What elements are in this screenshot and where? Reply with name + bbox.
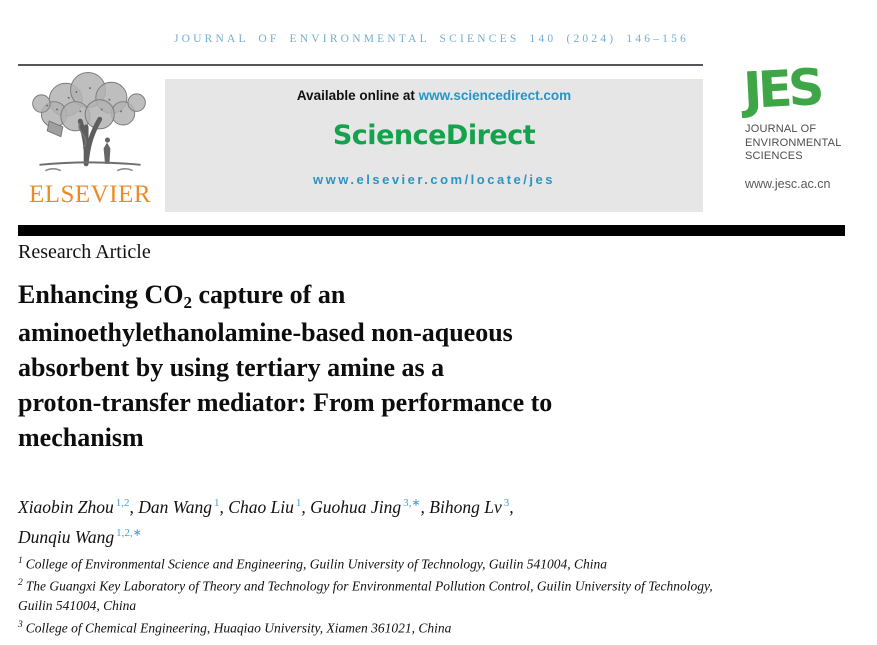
author-name: Guohua Jing <box>310 496 402 517</box>
title-line-4: proton-transfer mediator: From performance to <box>18 388 553 417</box>
affiliation <box>18 552 723 574</box>
author: Dan Wang $^1$, <box>138 496 229 517</box>
elsevier-locate-jes-link[interactable]: www.elsevier.com/locate/jes <box>313 172 555 187</box>
author: Bihong Lv $^3$, <box>429 496 514 517</box>
author-name: Chao Liu <box>228 496 294 517</box>
affiliation-list <box>18 552 723 638</box>
article-type-label: Research Article <box>18 241 151 263</box>
author-affil-marker: 3,∗ <box>403 497 421 509</box>
available-online-line <box>165 88 703 103</box>
title-line-3: absorbent by using tertiary amine as a <box>18 353 445 382</box>
affiliation <box>18 574 723 616</box>
author-list <box>18 490 708 550</box>
jes-wordmark: JES <box>742 58 822 120</box>
author-affil-marker: 1,2,∗ <box>116 526 142 539</box>
author-affil-marker: 1,2 <box>115 497 130 509</box>
author: Chao Liu $^1$, <box>228 496 311 517</box>
section-divider-bar <box>18 225 845 236</box>
jes-journal-name-line1: JOURNAL OF <box>745 123 817 135</box>
affiliation-marker: 3 <box>18 619 23 630</box>
title-line-2: aminoethylethanolamine-based non-aqueous <box>18 318 513 347</box>
affiliation-text: College of Chemical Engineering, Huaqiao University, Xiamen 361021, China <box>25 620 452 635</box>
header-rule <box>18 64 703 66</box>
affiliation-marker: 2 <box>18 578 23 588</box>
author <box>18 527 142 547</box>
affiliation-marker: 1 <box>18 556 23 566</box>
title-line-5: mechanism <box>18 423 144 452</box>
article-title <box>18 277 678 455</box>
author-name: Dan Wang <box>138 496 213 517</box>
jes-website-link[interactable]: www.jesc.ac.cn <box>745 176 831 191</box>
journal-citation-line: JOURNAL OF ENVIRONMENTAL SCIENCES 140 (2024) 146–156 <box>173 33 690 45</box>
elsevier-tree-icon <box>22 70 158 180</box>
author-affil-marker: 1 <box>214 497 220 509</box>
sciencedirect-wordmark: ScienceDirect <box>332 120 536 151</box>
jes-journal-name <box>745 123 870 164</box>
author-name: Dunqiu Wang <box>18 526 115 547</box>
author: Guohua Jing $^{3,∗}$, <box>310 496 430 517</box>
jes-logo-block <box>742 58 870 193</box>
author-affil-marker: 1 <box>295 497 302 509</box>
author-name: Xiaobin Zhou <box>18 496 114 517</box>
author: Xiaobin Zhou $^{1,2}$, <box>18 496 139 517</box>
elsevier-wordmark: ELSEVIER <box>28 181 152 208</box>
jes-journal-name-line2: ENVIRONMENTAL <box>745 136 842 149</box>
author-affil-marker: 3 <box>503 497 510 509</box>
affiliation-text: The Guangxi Key Laboratory of Theory and Technology for Environmental Pollution Control, Guilin University of Technology, Guilin 541004, China <box>18 578 713 613</box>
affiliation-text: College of Environmental Science and Engineering, Guilin University of Technology, Guilin 541004, China <box>25 556 608 572</box>
jes-journal-name-line3: SCIENCES <box>745 150 803 162</box>
sciencedirect-url-link[interactable]: www.sciencedirect.com <box>418 88 572 103</box>
available-online-label: Available online at <box>296 88 419 103</box>
affiliation <box>18 616 723 638</box>
sciencedirect-banner <box>165 79 703 212</box>
title-line-1: Enhancing CO2 capture of an <box>18 280 346 312</box>
co2-subscript: 2 <box>183 293 192 312</box>
author-name: Bihong Lv <box>429 496 502 517</box>
elsevier-logo-block <box>18 70 162 209</box>
